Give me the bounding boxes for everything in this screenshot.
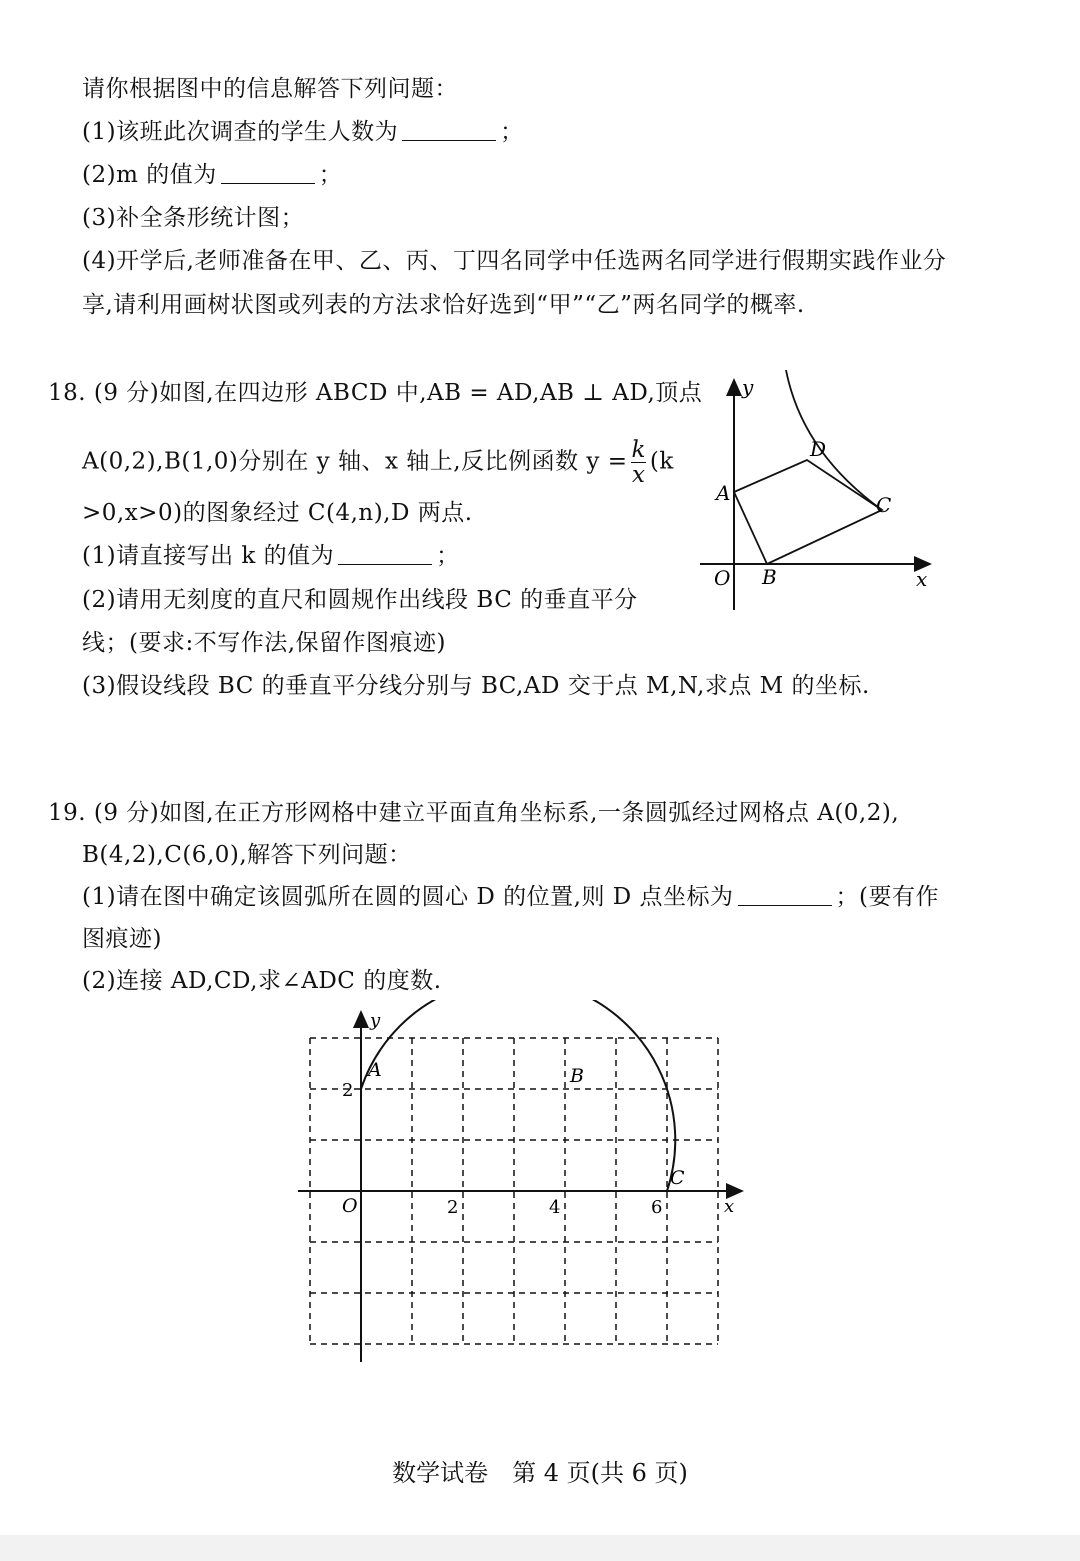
p19-q2: (2)连接 AD,CD,求∠ADC 的度数. [82,968,442,994]
label-a: A [716,481,731,505]
intro-q1-end: ； [500,119,524,145]
p18-line3: >0,x>0)的图象经过 C(4,n),D 两点. [82,500,473,526]
p19-figure [290,1000,760,1370]
label-x: x [916,567,928,591]
p19-line1: 19. (9 分)如图,在正方形网格中建立平面直角坐标系,一条圆弧经过网格点 A(0,2), [48,800,900,826]
p18-q2-line2: 线；(要求:不写作法,保留作图痕迹) [82,630,447,656]
p19-q1-tail: ；(要有作 [835,884,939,910]
label-a: A [368,1059,382,1081]
p18-q1-end: ； [436,543,460,569]
label-c: C [670,1167,685,1189]
p18-q2-line1: (2)请用无刻度的直尺和圆规作出线段 BC 的垂直平分 [82,587,638,613]
p18-line2-b: (k [649,448,674,475]
frac-denominator: x [631,462,646,488]
label-b: B [570,1065,584,1087]
tick-x-6: 6 [651,1197,663,1218]
answer-blank [738,885,832,906]
label-d: D [810,437,827,461]
label-x: x [724,1196,735,1217]
answer-blank [402,120,496,141]
quadrilateral-abcd [734,460,882,564]
intro-q3: (3)补全条形统计图； [82,205,305,231]
intro-lead: 请你根据图中的信息解答下列问题： [82,76,458,102]
tick-x-4: 4 [549,1197,561,1218]
inverse-fraction [631,438,645,487]
p19-q1-line2: 图痕迹) [82,926,162,952]
p19-q1-text: (1)请在图中确定该圆弧所在圆的圆心 D 的位置,则 D 点坐标为 [82,884,734,910]
p18-line1: 18. (9 分)如图,在四边形 ABCD 中,AB = AD,AB ⊥ AD,顶点 [48,380,703,406]
label-c: C [876,493,892,517]
p18-q1-text: (1)请直接写出 k 的值为 [82,543,335,569]
tick-y-2: 2 [342,1080,354,1101]
tick-x-2: 2 [447,1197,459,1218]
intro-q4-line1: (4)开学后,老师准备在甲、乙、丙、丁四名同学中任选两名同学进行假期实践作业分 [82,248,947,274]
label-b: B [762,565,777,589]
p18-line2-a: A(0,2),B(1,0)分别在 y 轴、x 轴上,反比例函数 y = [82,448,628,475]
page-footer: 数学试卷 第 4 页(共 6 页) [392,1459,688,1487]
intro-q2-end: ； [318,162,343,188]
frac-numerator: k [631,437,646,463]
intro-q1 [82,117,524,147]
p18-q1 [82,541,460,571]
answer-blank [221,163,315,184]
intro-q4-line2: 享,请利用画树状图或列表的方法求恰好选到“甲”“乙”两名同学的概率. [82,292,805,318]
scan-bottom-edge [0,1535,1080,1561]
hyperbola-curve [786,370,882,510]
p18-figure [690,370,950,620]
p19-q1 [82,882,939,912]
p19-line2: B(4,2),C(6,0),解答下列问题： [82,842,412,868]
label-o: O [342,1195,358,1217]
p18-q3: (3)假设线段 BC 的垂直平分线分别与 BC,AD 交于点 M,N,求点 M 的坐标. [82,673,870,699]
intro-q1-text: (1)该班此次调查的学生人数为 [82,119,399,145]
answer-blank [338,544,432,565]
intro-q2-text: (2)m 的值为 [82,162,217,188]
label-y: y [370,1010,381,1031]
intro-q2 [82,160,342,190]
p18-line2 [82,438,674,487]
label-o: O [714,566,731,590]
label-y: y [742,375,754,399]
circular-arc [361,1000,675,1191]
